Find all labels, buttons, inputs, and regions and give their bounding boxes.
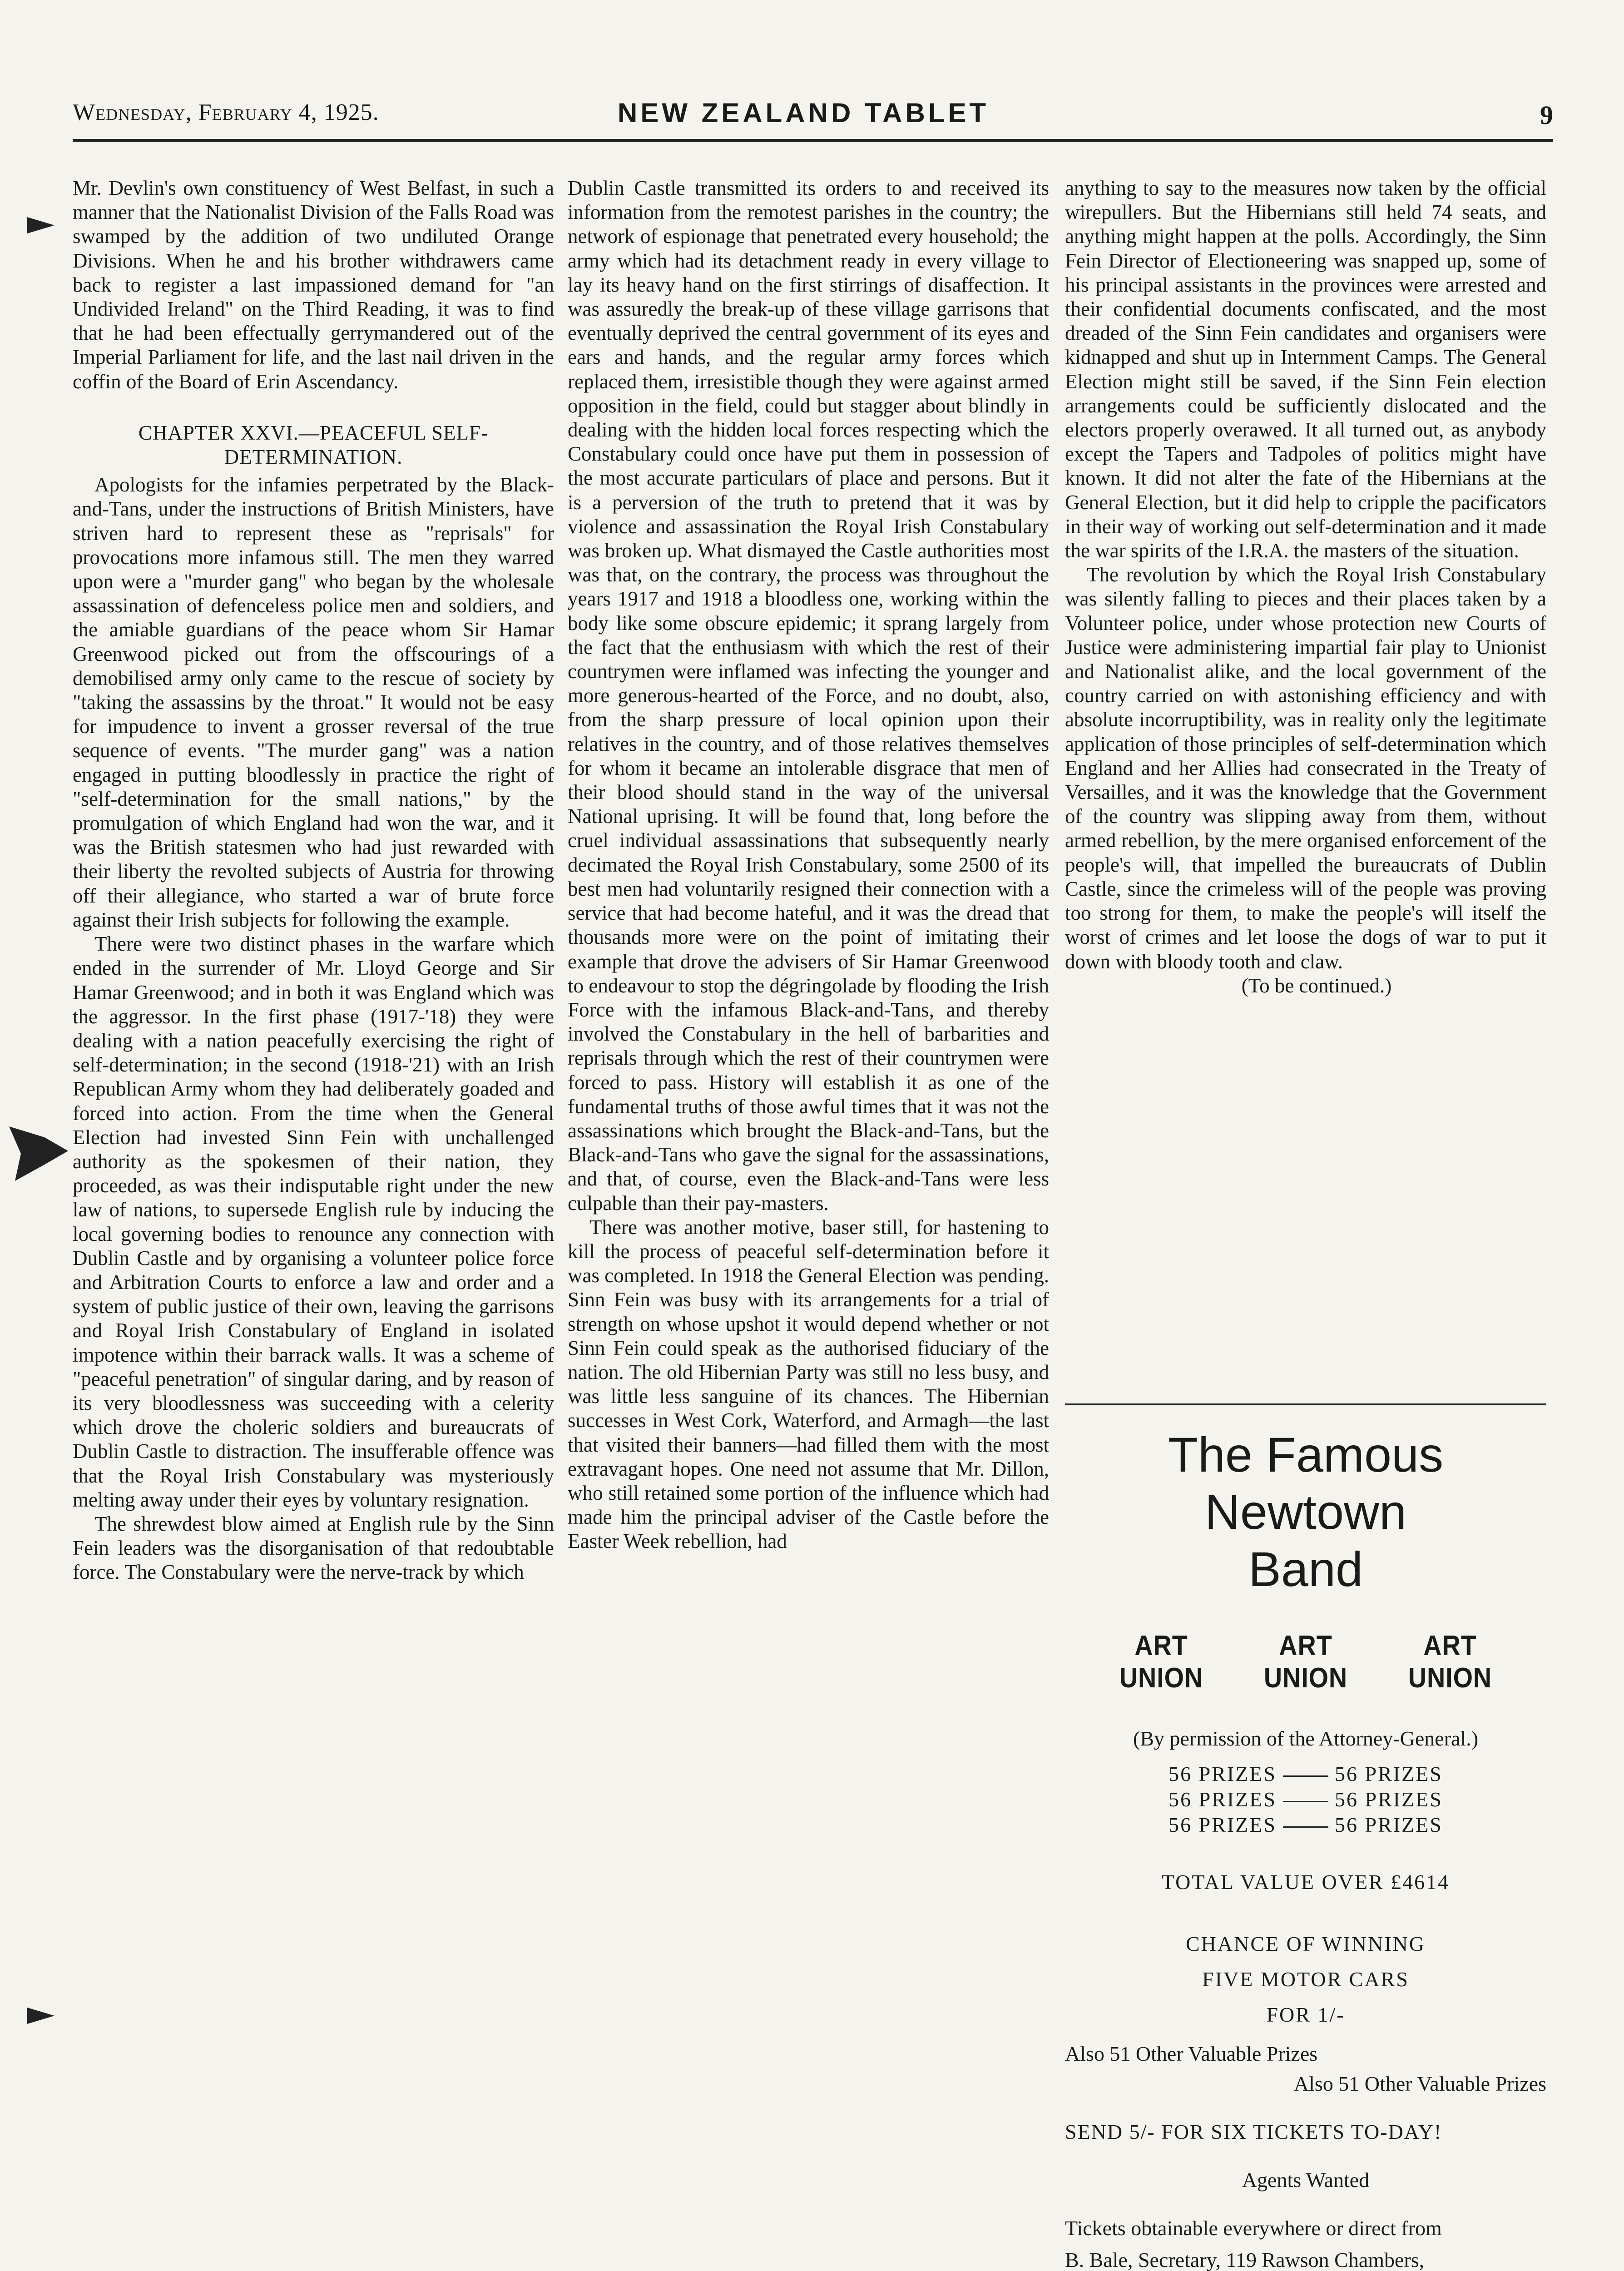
ad-permission: (By permission of the Attorney-General.) xyxy=(1133,1727,1479,1750)
secretary-address: B. Bale, Secretary, 119 Rawson Chambers, xyxy=(1065,2248,1425,2271)
art-union-row xyxy=(1089,1630,1522,1694)
art-union-label: ART UNION xyxy=(1263,1630,1348,1694)
art-union-label: ART UNION xyxy=(1119,1630,1203,1694)
prize-row xyxy=(1065,1787,1546,1812)
art-union-label: ART UNION xyxy=(1408,1630,1492,1694)
chance-of-winning: CHANCE OF WINNING xyxy=(1185,1932,1426,1955)
prize-right: 56 PRIZES xyxy=(1335,1788,1443,1811)
article-column-2 xyxy=(568,176,1049,2252)
header-rule xyxy=(73,139,1553,142)
margin-arrow-mark xyxy=(27,2008,54,2024)
prize-row xyxy=(1065,1761,1546,1787)
margin-arrow-mark xyxy=(27,217,54,233)
paragraph: anything to say to the measures now taken by the official wirepullers. But the Hibernians still held 74 seats, and anything might happen at the polls. Accordingly, the Sinn Fein Director of Electioneering was snapped up, some of his principal assistants in the provinces were arrested and their confidential documents confiscated, and the most dreaded of the Sinn Fein candidates and organisers were kidnapped and shut up in Internment Camps. The General Election might still be saved, if the Sinn Fein election arrangements could be sufficiently dislocated and the electors properly overawed. It all turned out, as anybody except the Tapers and Tadpoles of politics might have known. It did not alter the fate of the Hibernians at the General Election, but it did help to cripple the pacificators in their way of working out self-determination and it made the war spirits of the I.R.A. the masters of the situation. xyxy=(1065,177,1546,562)
article-column-3 xyxy=(1065,176,1546,1421)
prizes-list xyxy=(1065,1761,1546,1838)
to-be-continued: (To be continued.) xyxy=(1241,974,1392,997)
dash xyxy=(1283,1826,1328,1828)
ticket-price: FOR 1/- xyxy=(1266,2003,1345,2026)
article-column-1 xyxy=(73,176,554,2252)
prize-left: 56 PRIZES xyxy=(1168,1788,1277,1811)
margin-pointing-hand-mark xyxy=(9,1126,68,1181)
paragraph: Mr. Devlin's own constituency of West Belfast, in such a manner that the Nationalist Division of the Falls Road was swamped by the addition of two undiluted Orange Divisions. When he and his brother withdrawers came back to register a last impassioned demand for "an Undivided Ireland" on the Third Reading, it was to find that he had been effectually gerrymandered out of the Imperial Parliament for life, and the last nail driven in the coffin of the Board of Erin Ascendancy. xyxy=(73,177,554,393)
paragraph: There were two distinct phases in the warfare which ended in the surrender of Mr. Lloyd George and Sir Hamar Greenwood; and in both it was England which was the aggressor. In the first phase (1917-'18) they were dealing with a nation peacefully exercising the right of self-determination; in the second (1918-'21) with an Irish Republican Army whom they had deliberately goaded and forced into action. From the time when the General Election had invested Sinn Fein with unchallenged authority as the spokesmen of their nation, they proceeded, as was their indisputable right under the new law of nations, to supersede English rule by inducing the local governing bodies to renounce any connection with Dublin Castle and by organising a volunteer police force and Arbitration Courts to enforce a law and order and a system of public justice of their own, leaving the garrisons and Royal Irish Constabulary of England in isolated impotence within their barrack walls. It was a scheme of "peaceful penetration" of singular daring, and by reason of its very bloodlessness was succeeding with a celerity which drove the choleric soldiers and bureaucrats of Dublin Castle to distraction. The insufferable offence was that the Royal Irish Constabulary was mysteriously melting away under their eyes by voluntary resignation. xyxy=(73,932,554,1511)
paragraph: The revolution by which the Royal Irish Constabulary was silently falling to pieces and their places taken by a Volunteer police, under whose protection new Courts of Justice were administering impartial fair play to Unionist and Nationalist alike, and the local government of the country carried on with astonishing efficiency and with absolute incorruptibility, was in reality only the legitimate application of those principles of self-determination which England and her Allies had consecrated in the Treaty of Versailles, and it was the knowledge that the Government of the country was slipping away from them, without armed rebellion, by the mere organised enforcement of the people's will, that impelled the bureaucrats of Dublin Castle, since the crimeless will of the people was proving too strong for them, to make the people's will itself the worst of crimes and let loose the dogs of war to put it down with bloody tooth and claw. xyxy=(1065,563,1546,973)
ad-title xyxy=(1065,1426,1546,1598)
dash xyxy=(1283,1775,1328,1777)
ad-title-line-2: Band xyxy=(1248,1542,1363,1597)
prize-row xyxy=(1065,1812,1546,1838)
header-title: NEW ZEALAND TABLET xyxy=(618,98,990,128)
page-header xyxy=(73,99,1553,140)
tickets-info: Tickets obtainable everywhere or direct from xyxy=(1065,2216,1442,2240)
total-value: TOTAL VALUE OVER £4614 xyxy=(1161,1870,1450,1894)
advertisement-rule xyxy=(1065,1403,1546,1405)
motor-cars: FIVE MOTOR CARS xyxy=(1202,1968,1409,1991)
page-number: 9 xyxy=(1540,100,1553,130)
chapter-heading: CHAPTER XXVI.—PEACEFUL SELF-DETERMINATION. xyxy=(138,421,489,469)
agents-wanted: Agents Wanted xyxy=(1242,2168,1370,2192)
prize-left: 56 PRIZES xyxy=(1168,1813,1277,1836)
dash xyxy=(1283,1801,1328,1802)
other-prizes: Also 51 Other Valuable Prizes xyxy=(1293,2072,1546,2095)
paragraph: There was another motive, baser still, for hastening to kill the process of peaceful self-determination before it was completed. In 1918 the General Election was pending. Sinn Fein was busy with its arrangements for a trial of strength on whose upshot it would depend whether or not Sinn Fein could speak as the authorised fiduciary of the nation. The old Hibernian Party was still no less busy, and was little less sanguine of its chances. The Hibernian successes in West Cork, Waterford, and Armagh—the last that visited their banners—had filled them with the most extravagant hopes. One need not assume that Mr. Dillon, who still retained some portion of the influence which had made him the principal adviser of the Castle before the Easter Week rebellion, had xyxy=(568,1215,1049,1553)
ad-title-line-1: The Famous Newtown xyxy=(1168,1427,1444,1539)
paragraph: Dublin Castle transmitted its orders to and received its information from the remotest parishes in the country; the network of espionage that penetrated every household; the army which had its detachment ready in every village to lay its heavy hand on the first stirrings of disaffection. It was assuredly the break-up of these village garrisons that eventually deprived the central government of its eyes and ears and hands, and the regular army forces which replaced them, irresistible though they were against armed opposition in the field, could but stagger about blindly in dealing with the hidden local forces respecting which the Constabulary could once have put them in possession of the most accurate particulars of place and persons. But it is a perversion of the truth to pretend that it was by violence and assassination the Royal Irish Constabulary was broken up. What dismayed the Castle authorities most was that, on the contrary, the process was throughout the years 1917 and 1918 a bloodless one, working within the body like some obscure epidemic; it sprang largely from the fact that the enthusiasm with which the rest of their countrymen were inflamed was infecting the younger and more generous-hearted of the Force, and no doubt, also, from the sharp pressure of local opinion upon their relatives in the country, and of those relatives themselves for whom it became an intolerable disgrace that men of their blood should stand in the way of the universal National uprising. It will be found that, long before the cruel individual assassinations that subsequently nearly decimated the Royal Irish Constabulary, some 2500 of its best men had voluntarily resigned their connection with a service that had become hateful, and it was the dread that thousands more were on the point of imitating their example that drove the advisers of Sir Hamar Greenwood to endeavour to stop the dégringolade by flooding the Irish Force with the infamous Black-and-Tans, and thereby involved the Constabulary in the hell of barbarities and reprisals through which the rest of their countrymen were forced to pass. History will establish it as one of the fundamental truths of those awful times that it was not the assassinations which brought the Black-and-Tans, but the Black-and-Tans who gave the signal for the assassinations, and that, of course, even the Black-and-Tans were less culpable than their pay-masters. xyxy=(568,177,1049,1215)
header-date: Wednesday, February 4, 1925. xyxy=(73,99,379,125)
prize-left: 56 PRIZES xyxy=(1168,1762,1277,1785)
prize-right: 56 PRIZES xyxy=(1335,1762,1443,1785)
paragraph: The shrewdest blow aimed at English rule by the Sinn Fein leaders was the disorganisation of that redoubtable force. The Constabulary were the nerve-track by which xyxy=(73,1512,554,1584)
newtown-band-advertisement xyxy=(1065,1408,1546,2271)
prize-right: 56 PRIZES xyxy=(1335,1813,1443,1836)
other-prizes: Also 51 Other Valuable Prizes xyxy=(1065,2042,1318,2065)
send-tickets: SEND 5/- FOR SIX TICKETS TO-DAY! xyxy=(1065,2120,1442,2143)
paragraph: Apologists for the infamies perpetrated by the Black-and-Tans, under the instructions of British Ministers, have striven hard to represent these as "reprisals" for provocations more infamous still. The men they warred upon were a "murder gang" who began by the wholesale assassination of defenceless police men and soldiers, and the amiable guardians of the peace whom Sir Hamar Greenwood picked out from the offscourings of a demobilised army only came to the rescue of society by "taking the assassins by the throat." It would not be easy for impudence to invent a grosser reversal of the true sequence of events. "The murder gang" was a nation engaged in putting bloodlessly in practice the right of "self-determination for the small nations," by the promulgation of which England had won the war, and it was the British statesmen who had just rewarded with their liberty the revolted subjects of Austria for throwing off their allegiance, who started a war of brute force against their Irish subjects for following the example. xyxy=(73,473,554,931)
